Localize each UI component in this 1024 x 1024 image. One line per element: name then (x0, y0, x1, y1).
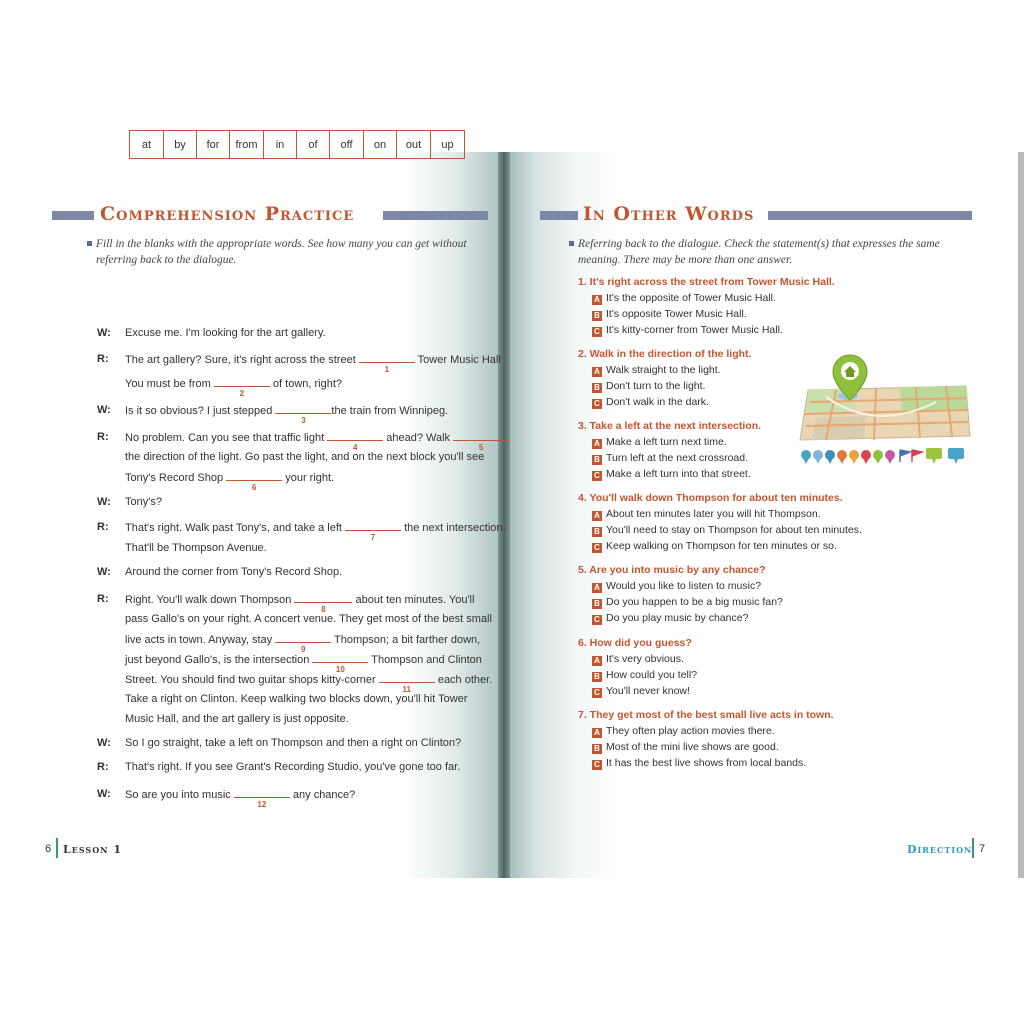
answer-blank[interactable] (345, 521, 401, 542)
word-bank (129, 130, 465, 159)
option-text: Would you like to listen to music? (606, 580, 762, 592)
dialogue-text: about ten minutes. You'll (352, 594, 475, 606)
dialogue-line (125, 713, 349, 725)
answer-option[interactable] (592, 508, 821, 521)
option-text: Do you happen to be a big music fan? (606, 596, 783, 608)
speaker-label: W: (97, 737, 111, 749)
dialogue-text: Around the corner from Tony's Record Shop. (125, 566, 343, 578)
option-letter-checkbox[interactable]: A (592, 295, 602, 305)
option-letter-checkbox[interactable]: B (592, 672, 602, 682)
answer-option[interactable] (592, 436, 727, 449)
option-text: They often play action movies there. (606, 725, 775, 737)
dialogue-text: That's right. Walk past Tony's, and take a left (125, 522, 346, 534)
speaker-label: W: (97, 566, 111, 578)
answer-option[interactable] (592, 669, 697, 682)
option-letter-checkbox[interactable]: B (592, 311, 602, 321)
dialogue-text: Street. You should find two guitar shops kitty-corner (125, 674, 379, 686)
option-text: How could you tell? (606, 669, 698, 681)
dialogue-line (125, 693, 467, 705)
dialogue-line (125, 377, 343, 398)
answer-blank[interactable] (214, 377, 270, 398)
right-title-bar-right (768, 211, 972, 220)
word-bank-cell: on (364, 131, 397, 158)
option-letter-checkbox[interactable]: C (592, 688, 602, 698)
right-section-title: In Other Words (583, 203, 755, 225)
answer-option[interactable] (592, 396, 709, 409)
left-page-number: 6 (45, 843, 52, 855)
answer-option[interactable] (592, 685, 690, 698)
blank-number: 3 (301, 416, 306, 425)
option-text: Keep walking on Thompson for ten minutes or so. (606, 540, 837, 552)
option-text: Walk straight to the light. (606, 364, 721, 376)
dialogue-line (125, 542, 267, 554)
answer-option[interactable] (592, 452, 748, 465)
dialogue-line (125, 788, 356, 809)
left-title-bar-left (52, 211, 94, 220)
answer-option[interactable] (592, 324, 783, 337)
left-section-title: Comprehension Practice (100, 203, 355, 225)
word-bank-cell: in (264, 131, 297, 158)
option-text: It has the best live shows from local bands. (606, 757, 807, 769)
option-text: It's very obvious. (606, 653, 684, 665)
dialogue-line (125, 451, 484, 463)
dialogue-line (125, 653, 482, 674)
option-letter-checkbox[interactable]: B (592, 527, 602, 537)
answer-option[interactable] (592, 364, 721, 377)
dialogue-text: just beyond Gallo's, is the intersection (125, 654, 313, 666)
option-letter-checkbox[interactable]: B (592, 455, 602, 465)
word-bank-cell: from (230, 131, 264, 158)
option-letter-checkbox[interactable]: A (592, 656, 602, 666)
dialogue-text: So are you into music (125, 789, 234, 801)
marker-icons (801, 448, 964, 464)
dialogue-text: So I go straight, take a left on Thompson and then a right on Clinton? (125, 737, 462, 749)
question-statement: 5. Are you into music by any chance? (578, 564, 766, 576)
dialogue-line (125, 471, 335, 492)
dialogue-text: each other. (434, 674, 493, 686)
dialogue-line (125, 327, 326, 339)
dialogue-text: of town, right? (269, 378, 343, 390)
speaker-label: R: (97, 593, 109, 605)
answer-blank[interactable] (234, 788, 290, 809)
option-letter-checkbox[interactable]: C (592, 399, 602, 409)
option-text: Do you play music by chance? (606, 612, 749, 624)
right-instruction: Referring back to the dialogue. Check the statement(s) that expresses the same meaning. There may be more than one answer. (578, 236, 973, 268)
dialogue-line (125, 761, 460, 773)
dialogue-line (125, 613, 492, 625)
option-letter-checkbox[interactable]: C (592, 543, 602, 553)
option-letter-checkbox[interactable]: C (592, 615, 602, 625)
dialogue-text: your right. (282, 472, 335, 484)
dialogue-text: any chance? (289, 789, 356, 801)
bullet-icon (569, 241, 574, 246)
answer-option[interactable] (592, 468, 751, 481)
word-bank-cell: out (397, 131, 431, 158)
dialogue-line (125, 737, 461, 749)
book-gutter (498, 152, 510, 878)
dialogue-line (125, 521, 506, 542)
map-illustration (796, 352, 972, 468)
question-statement: 7. They get most of the best small live acts in town. (578, 709, 834, 721)
option-letter-checkbox[interactable]: C (592, 471, 602, 481)
option-text: About ten minutes later you will hit Thompson. (606, 508, 821, 520)
dialogue-line (125, 353, 501, 374)
option-letter-checkbox[interactable]: A (592, 583, 602, 593)
speaker-label: R: (97, 353, 109, 365)
question-statement: 6. How did you guess? (578, 637, 692, 649)
option-text: Make a left turn into that street. (606, 468, 751, 480)
option-letter-checkbox[interactable]: B (592, 599, 602, 609)
option-letter-checkbox[interactable]: B (592, 744, 602, 754)
dialogue-text: Right. You'll walk down Thompson (125, 594, 295, 606)
answer-blank[interactable] (359, 353, 415, 374)
option-text: You'll never know! (606, 685, 690, 697)
speaker-label: R: (97, 431, 109, 443)
dialogue-text: Take a right on Clinton. Keep walking two blocks down, you'll hit Tower (125, 693, 468, 705)
word-bank-cell: off (330, 131, 364, 158)
speaker-label: W: (97, 404, 111, 416)
word-bank-cell: of (297, 131, 330, 158)
dialogue-text: Thompson and Clinton (368, 654, 482, 666)
word-bank-cell: up (441, 138, 454, 151)
answer-option[interactable] (592, 653, 684, 666)
answer-blank[interactable] (226, 471, 282, 492)
word-bank-cell: by (164, 131, 197, 158)
option-text: Don't turn to the light. (606, 380, 706, 392)
speaker-label: W: (97, 496, 111, 508)
speaker-label: W: (97, 788, 111, 800)
dialogue-text: That's right. If you see Grant's Recording Studio, you've gone too far. (125, 761, 461, 773)
dialogue-text: Tony's? (125, 496, 162, 508)
answer-option[interactable] (592, 380, 705, 393)
blank-number: 2 (239, 389, 245, 398)
option-text: Don't walk in the dark. (606, 396, 709, 408)
blank-number: 7 (370, 533, 376, 542)
blank-number: 5 (478, 443, 484, 452)
dialogue-text: That'll be Thompson Avenue. (125, 542, 267, 554)
dialogue-text: pass Gallo's on your right. A concert venue. They get most of the best small (125, 613, 492, 625)
blank-number: 11 (402, 685, 411, 694)
answer-option[interactable] (592, 725, 775, 738)
answer-option[interactable] (592, 308, 747, 321)
blank-number: 9 (300, 645, 306, 654)
answer-blank[interactable] (312, 653, 368, 674)
question-statement: 3. Take a left at the next intersection. (578, 420, 762, 432)
right-footer-divider (972, 838, 974, 858)
dialogue-text: You must be from (125, 378, 214, 390)
answer-blank[interactable] (275, 404, 331, 425)
speaker-label: W: (97, 327, 111, 339)
dialogue-line (125, 673, 493, 694)
option-text: Make a left turn next time. (606, 436, 727, 448)
option-letter-checkbox[interactable]: A (592, 367, 602, 377)
option-text: Turn left at the next crossroad. (606, 452, 749, 464)
question-statement: 4. You'll walk down Thompson for about ten minutes. (578, 492, 843, 504)
question-statement: 2. Walk in the direction of the light. (578, 348, 752, 360)
dialogue-line (125, 404, 449, 425)
answer-option[interactable] (592, 596, 783, 609)
dialogue-line (125, 431, 509, 452)
dialogue-text: the direction of the light. Go past the light, and on the next block you'll see (125, 451, 485, 463)
option-text: It's the opposite of Tower Music Hall. (606, 292, 776, 304)
blank-number: 12 (257, 800, 267, 809)
dialogue-text: No problem. Can you see that traffic light (125, 432, 328, 444)
page-edge (1018, 152, 1024, 878)
option-letter-checkbox[interactable]: C (592, 760, 602, 770)
answer-option[interactable] (592, 580, 761, 593)
left-title-bar-right (383, 211, 488, 220)
dialogue-text: Thompson; a bit farther down, (331, 634, 481, 646)
word-bank-cell: at (130, 131, 164, 158)
dialogue-line (125, 496, 162, 508)
left-footer-label: Lesson 1 (63, 843, 122, 856)
answer-blank[interactable] (275, 633, 331, 654)
left-footer-divider (56, 838, 58, 858)
dialogue-text: ahead? Walk (383, 432, 454, 444)
answer-option[interactable] (592, 292, 776, 305)
option-letter-checkbox[interactable]: B (592, 383, 602, 393)
bullet-icon (87, 241, 92, 246)
answer-blank[interactable] (379, 673, 435, 694)
blank-number: 6 (251, 483, 257, 492)
dialogue-text: Tony's Record Shop (125, 472, 227, 484)
option-text: It's kitty-corner from Tower Music Hall. (606, 324, 783, 336)
dialogue-line (125, 566, 342, 578)
dialogue-text: The art gallery? Sure, it's right across the street (125, 354, 359, 366)
option-text: You'll need to stay on Thompson for about ten minutes. (606, 524, 862, 536)
blank-number: 8 (321, 605, 326, 614)
speaker-label: R: (97, 521, 109, 533)
dialogue-text: the next intersection. (401, 522, 506, 534)
option-letter-checkbox[interactable]: A (592, 439, 602, 449)
option-letter-checkbox[interactable]: A (592, 728, 602, 738)
right-page-number: 7 (979, 843, 986, 855)
option-text: It's opposite Tower Music Hall. (606, 308, 747, 320)
dialogue-text: live acts in town. Anyway, stay (125, 634, 276, 646)
option-letter-checkbox[interactable]: A (592, 511, 602, 521)
answer-option[interactable] (592, 612, 748, 625)
answer-option[interactable] (592, 757, 806, 770)
option-text: Most of the mini live shows are good. (606, 741, 779, 753)
dialogue-text: Is it so obvious? I just stepped (125, 405, 276, 417)
answer-blank[interactable] (453, 431, 509, 452)
answer-option[interactable] (592, 540, 837, 553)
speaker-label: R: (97, 761, 109, 773)
dialogue-line (125, 633, 481, 654)
option-letter-checkbox[interactable]: C (592, 327, 602, 337)
left-instruction: Fill in the blanks with the appropriate words. See how many you can get without referring back to the dialogue. (96, 236, 481, 268)
word-bank-cell: for (197, 131, 230, 158)
answer-blank[interactable] (294, 593, 352, 614)
question-statement: 1. It's right across the street from Tower Music Hall. (578, 276, 835, 288)
answer-option[interactable] (592, 524, 862, 537)
answer-option[interactable] (592, 741, 779, 754)
dialogue-text: the train from Winnipeg. (331, 405, 449, 417)
right-title-bar-left (540, 211, 578, 220)
right-footer-label: Direction (907, 843, 973, 856)
dialogue-line (125, 593, 475, 614)
answer-blank[interactable] (327, 431, 383, 452)
dialogue-text: Tower Music Hall (414, 354, 501, 366)
dialogue-text: Music Hall, and the art gallery is just opposite. (125, 713, 349, 725)
blank-number: 4 (352, 443, 358, 452)
blank-number: 1 (384, 365, 390, 374)
blank-number: 10 (335, 665, 345, 674)
dialogue-text: Excuse me. I'm looking for the art gallery. (125, 327, 326, 339)
